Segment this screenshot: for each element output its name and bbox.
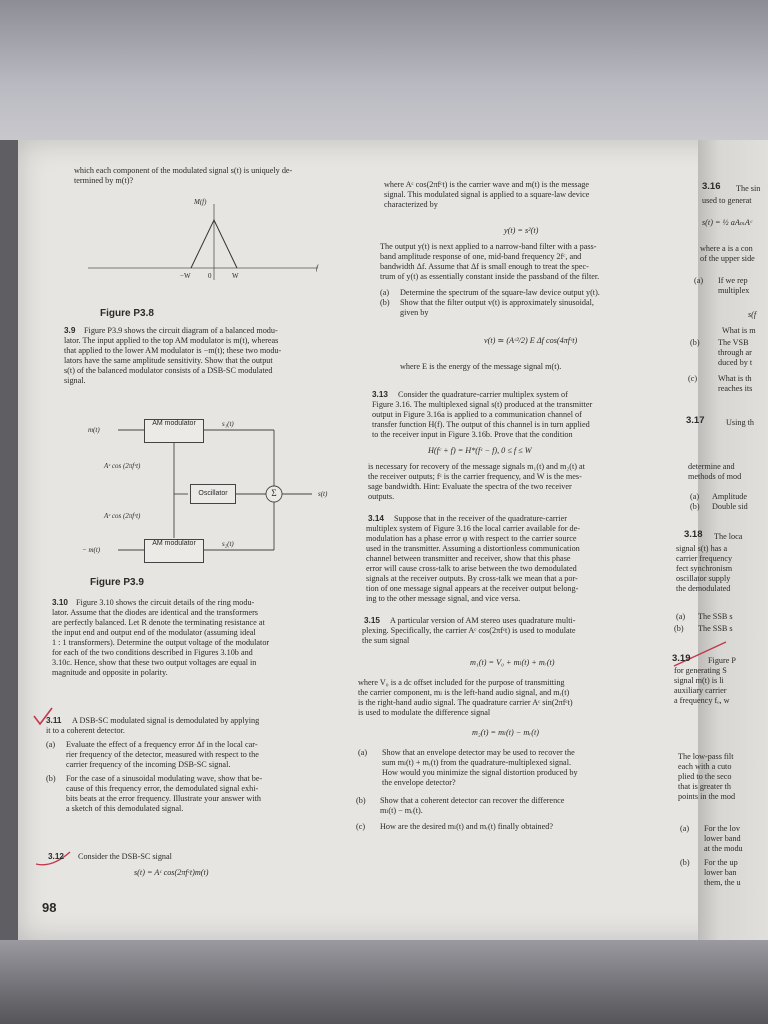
problem-3-18-line-2: signal s(t) has a	[676, 544, 728, 553]
problem-3-11-a-line-2: rier frequency of the detector, measured with respect to the	[66, 750, 259, 759]
problem-3-17-line-1: Using th	[726, 418, 754, 427]
mid-b-line-2: given by	[400, 308, 429, 317]
photo-background-top	[0, 0, 768, 140]
fig39-carrier-bottom: Aᶜ cos (2πfᶜt)	[104, 512, 141, 520]
problem-3-18-line-5: oscillator supply	[676, 574, 731, 583]
mid-b-line-1: Show that the filter output v(t) is approximately sinusoidal,	[400, 298, 594, 307]
fig39-output: s(t)	[318, 490, 328, 498]
problem-3-15-a-label: (a)	[358, 748, 368, 757]
mid-equation-filter-output: v(t) ≃ (Aᶜ²/2) E Δf cos(4πfᶜt)	[484, 336, 578, 345]
problem-3-15-b-line-1: Show that a coherent detector can recover the difference	[380, 796, 565, 805]
fig39-am-modulator-top: AM modulator	[144, 419, 204, 443]
problem-3-10-line-1: Figure 3.10 shows the circuit details of the ring modu-	[76, 598, 255, 607]
problem-3-11-a-line-3: carrier frequency of the incoming DSB-SC signal.	[66, 760, 231, 769]
problem-3-16-equation: s(t) = ½ aAₘAᶜ	[702, 218, 752, 227]
problem-3-17-b-label: (b)	[690, 502, 700, 511]
problem-3-15-b-line-2: mₗ(t) − mᵣ(t).	[380, 806, 423, 815]
problem-3-18-line-1: The loca	[714, 532, 743, 541]
fig38-tick-zero: 0	[208, 272, 212, 280]
problem-3-16-a-line-1: If we rep	[718, 276, 748, 285]
problem-3-11-line-2: it to a coherent detector.	[46, 726, 125, 735]
mid-output-line-1: The output y(t) is next applied to a narrow-band filter with a pass-	[380, 242, 597, 251]
problem-3-19-b-line-2: lower ban	[704, 868, 737, 877]
problem-3-19-line-4: auxiliary carrier	[674, 686, 727, 695]
problem-3-19-line-2: for generating S	[674, 666, 727, 675]
problem-3-9-line-5: s(t) of the balanced modulator consists of a DSB-SC modulated	[64, 366, 273, 375]
problem-3-12-equation: s(t) = Aᶜ cos(2πfᶜt)m(t)	[134, 868, 209, 877]
problem-3-13-line-9: outputs.	[368, 492, 395, 501]
problem-3-15-equation-sum: m₁(t) = V₀ + mₗ(t) + mᵣ(t)	[470, 658, 555, 667]
problem-3-15-line-3: the sum signal	[362, 636, 410, 645]
fig38-xlabel: f	[316, 264, 318, 272]
problem-3-17-methods: methods of mod	[688, 472, 742, 481]
problem-3-19-a-line-2: lower band	[704, 834, 741, 843]
mid-intro-line-3: characterized by	[384, 200, 438, 209]
problem-3-11-b-line-1: For the case of a sinusoidal modulating wave, show that be-	[66, 774, 263, 783]
problem-3-13-line-5: to the receiver input in Figure 3.16b. Prove that the condition	[372, 430, 573, 439]
mid-where-energy: where E is the energy of the message signal m(t).	[400, 362, 562, 371]
problem-3-14-number: 3.14	[368, 514, 384, 523]
problem-3-19-lp-line-4: that is greater th	[678, 782, 731, 791]
problem-3-9-number: 3.9	[64, 326, 76, 335]
problem-3-14-line-1: Suppose that in the receiver of the quadrature-carrier	[394, 514, 567, 523]
problem-3-15-a-line-1: Show that an envelope detector may be used to recover the	[382, 748, 575, 757]
problem-3-10-line-5: 1 : 1 transformers). Determine the output voltage of the modulator	[52, 638, 270, 647]
fig38-tick-w: W	[232, 272, 239, 280]
mid-equation-square-law: y(t) = s²(t)	[504, 226, 539, 235]
problem-3-18-line-4: fect synchronism	[676, 564, 733, 573]
problem-3-11-b-line-4: a sketch of this demodulated signal.	[66, 804, 184, 813]
problem-3-11-number: 3.11	[46, 716, 62, 725]
problem-3-18-b-text: The SSB s	[698, 624, 733, 633]
problem-3-13-line-2: Figure 3.16. The multiplexed signal s(t) produced at the transmitter	[372, 400, 593, 409]
problem-3-13-number: 3.13	[372, 390, 388, 399]
problem-3-19-a-label: (a)	[680, 824, 690, 833]
problem-3-12-line: Consider the DSB-SC signal	[78, 852, 172, 861]
problem-3-15-line-4: where V₀ is a dc offset included for the purpose of transmitting	[358, 678, 565, 687]
problem-3-15-a-line-3: How would you minimize the signal distortion produced by	[382, 768, 578, 777]
problem-3-15-line-2: plexing. Specifically, the carrier Aᶜ cos(2πfᶜt) is used to modulate	[362, 626, 576, 635]
problem-3-14-line-5: channel between transmitter and receiver, show that this phase	[366, 554, 571, 563]
problem-3-15-a-line-2: sum mₗ(t) + mᵣ(t) from the quadrature-multiplexed signal.	[382, 758, 572, 767]
problem-3-13-line-8: sage bandwidth. Hint: Evaluate the spectra of the two receiver	[368, 482, 572, 491]
problem-3-16-a-label: (a)	[694, 276, 704, 285]
problem-3-13-line-6: is necessary for recovery of the message signals m₁(t) and m₂(t) at	[368, 462, 585, 471]
problem-3-9-line-6: signal.	[64, 376, 86, 385]
fig39-summer: Σ	[271, 488, 277, 498]
problem-3-16-line-2: used to generat	[702, 196, 752, 205]
fig38-tick-neg-w: −W	[180, 272, 191, 280]
problem-3-19-b-label: (b)	[680, 858, 690, 867]
problem-3-15-b-label: (b)	[356, 796, 366, 805]
problem-3-18-number: 3.18	[684, 529, 703, 540]
problem-3-11-a-line-1: Evaluate the effect of a frequency error Δf in the local car-	[66, 740, 258, 749]
mid-a-label: (a)	[380, 288, 390, 297]
fig39-s1: s₁(t)	[222, 420, 234, 428]
problem-3-10-line-8: magnitude and opposite in polarity.	[52, 668, 168, 677]
problem-3-15-a-line-4: the envelope detector?	[382, 778, 456, 787]
problem-3-10-number: 3.10	[52, 598, 68, 607]
problem-3-14-line-9: ing to the other message signal, and vice versa.	[366, 594, 521, 603]
problem-3-19-b-line-1: For the up	[704, 858, 738, 867]
problem-3-13-line-7: the receiver outputs; fᶜ is the carrier frequency, and W is the mes-	[368, 472, 582, 481]
problem-3-16-line-3: where a is a con	[700, 244, 753, 253]
problem-3-16-line-1: The sin	[736, 184, 761, 193]
problem-3-10-line-4: the input end and output end of the modulator (assuming ideal	[52, 628, 256, 637]
left-intro-line-2: termined by m(t)?	[74, 176, 134, 185]
problem-3-16-what: What is m	[722, 326, 756, 335]
problem-3-16-c-line-1: What is th	[718, 374, 752, 383]
problem-3-15-number: 3.15	[364, 616, 380, 625]
mid-intro-line-2: signal. This modulated signal is applied to a square-law device	[384, 190, 590, 199]
problem-3-17-b-text: Double sid	[712, 502, 748, 511]
problem-3-17-a-text: Amplitude	[712, 492, 748, 501]
problem-3-11-line-1: A DSB-SC modulated signal is demodulated by applying	[72, 716, 260, 725]
problem-3-19-lp-line-2: each with a cuto	[678, 762, 732, 771]
problem-3-18-a-label: (a)	[676, 612, 686, 621]
mid-output-line-3: bandwidth Δf. Assume that Δf is small enough to treat the spec-	[380, 262, 589, 271]
problem-3-10-line-6: for each of the two conditions described in Figures 3.10b and	[52, 648, 253, 657]
problem-3-19-line-1: Figure P	[708, 656, 736, 665]
problem-3-18-a-text: The SSB s	[698, 612, 733, 621]
fig38-ylabel: M(f)	[194, 198, 207, 206]
problem-3-11-a-label: (a)	[46, 740, 56, 749]
problem-3-19-a-line-1: For the lov	[704, 824, 740, 833]
problem-3-19-line-3: signal m(t) is li	[674, 676, 724, 685]
problem-3-16-c-line-2: reaches its	[718, 384, 753, 393]
problem-3-16-a-line-2: multiplex	[718, 286, 750, 295]
problem-3-15-c-line: How are the desired mₗ(t) and mᵣ(t) finally obtained?	[380, 822, 554, 831]
problem-3-11-b-label: (b)	[46, 774, 56, 783]
mid-output-line-4: trum of y(t) as essentially constant inside the passband of the filter.	[380, 272, 600, 281]
problem-3-15-line-7: is used to modulate the difference signal	[358, 708, 491, 717]
fig39-input-top: m(t)	[88, 426, 100, 434]
problem-3-15-equation-diff: m₂(t) = mₗ(t) − mᵣ(t)	[472, 728, 540, 737]
mid-intro-line-1: where Aᶜ cos(2πfᶜt) is the carrier wave and m(t) is the message	[384, 180, 589, 189]
problem-3-17-number: 3.17	[686, 415, 705, 426]
problem-3-19-lp-line-1: The low-pass filt	[678, 752, 734, 761]
problem-3-16-b-label: (b)	[690, 338, 700, 347]
fig39-s2: s₂(t)	[222, 540, 234, 548]
problem-3-13-line-1: Consider the quadrature-carrier multiplex system of	[398, 390, 568, 399]
problem-3-11-b-line-3: bits beats at the error frequency. Illustrate your answer with	[66, 794, 261, 803]
problem-3-19-a-line-3: at the modu	[704, 844, 743, 853]
fig39-input-bottom: − m(t)	[82, 546, 101, 554]
problem-3-17-a-label: (a)	[690, 492, 700, 501]
problem-3-16-c-label: (c)	[688, 374, 698, 383]
problem-3-9-line-2: lator. The input applied to the top AM modulator is m(t), whereas	[64, 336, 279, 345]
problem-3-14-line-6: error will cause cross-talk to arise between the two demodulated	[366, 564, 577, 573]
problem-3-18-line-3: carrier frequency	[676, 554, 733, 563]
problem-3-13-line-4: transfer function H(f). The output of this channel is in turn applied	[372, 420, 590, 429]
photo-background-bottom	[0, 940, 768, 1024]
problem-3-14-line-7: signals at the receiver outputs. By cross-talk we mean that a por-	[366, 574, 578, 583]
fig39-oscillator: Oscillator	[190, 484, 236, 504]
problem-3-14-line-3: modulation has a phase error φ with respect to the carrier source	[366, 534, 577, 543]
problem-3-16-b-line-2: through ar	[718, 348, 752, 357]
problem-3-19-lp-line-5: points in the mod	[678, 792, 736, 801]
problem-3-15-line-5: the carrier component, mₗ is the left-hand audio signal, and mᵣ(t)	[358, 688, 570, 697]
problem-3-14-line-2: multiplex system of Figure 3.16 the local carrier available for de-	[366, 524, 580, 533]
problem-3-9-line-3: that applied to the lower AM modulator is −m(t); these two modu-	[64, 346, 282, 355]
problem-3-16-number: 3.16	[702, 181, 721, 192]
problem-3-15-c-label: (c)	[356, 822, 366, 831]
problem-3-15-line-6: is the right-hand audio signal. The quadrature carrier Aᶜ sin(2πfᶜt)	[358, 698, 573, 707]
left-intro-line-1: which each component of the modulated signal s(t) is uniquely de-	[74, 166, 293, 175]
problem-3-13-line-3: output in Figure 3.16a is applied to a communication channel of	[372, 410, 582, 419]
problem-3-16-sf: s(f	[748, 310, 757, 319]
figure-p3-8-caption: Figure P3.8	[100, 308, 154, 319]
problem-3-19-lp-line-3: plied to the seco	[678, 772, 732, 781]
mid-b-label: (b)	[380, 298, 390, 307]
problem-3-15-line-1: A particular version of AM stereo uses quadrature multi-	[390, 616, 576, 625]
fig39-carrier-top: Aᶜ cos (2πfᶜt)	[104, 462, 141, 470]
problem-3-18-b-label: (b)	[674, 624, 684, 633]
page-number: 98	[42, 900, 57, 915]
problem-3-16-line-4: of the upper side	[700, 254, 755, 263]
problem-3-14-line-4: used in the transmitter. Assuming a distortionless communication	[366, 544, 580, 553]
problem-3-9-line-1: Figure P3.9 shows the circuit diagram of a balanced modu-	[84, 326, 278, 335]
problem-3-17-determine: determine and	[688, 462, 735, 471]
figure-p3-9-caption: Figure P3.9	[90, 577, 144, 588]
problem-3-10-line-2: lator. Assume that the diodes are identical and the transformers	[52, 608, 258, 617]
mid-a-line: Determine the spectrum of the square-law device output y(t).	[400, 288, 600, 297]
mid-output-line-2: band amplitude response of one, mid-band frequency 2fᶜ, and	[380, 252, 582, 261]
problem-3-19-line-5: a frequency fₒ, w	[674, 696, 730, 705]
fig39-am-modulator-bottom: AM modulator	[144, 539, 204, 563]
problem-3-13-equation: H(fᶜ + f) = H*(fᶜ − f), 0 ≤ f ≤ W	[428, 446, 532, 455]
problem-3-16-b-line-3: duced by t	[718, 358, 753, 367]
problem-3-12-number: 3.12	[48, 852, 64, 861]
problem-3-19-number: 3.19	[672, 653, 691, 664]
problem-3-9-line-4: lators have the same amplitude sensitivity. Show that the output	[64, 356, 273, 365]
problem-3-10-line-7: 3.10c. Hence, show that these two output voltages are equal in	[52, 658, 257, 667]
problem-3-11-b-line-2: cause of this frequency error, the demodulated signal exhi-	[66, 784, 259, 793]
problem-3-18-line-6: the demodulated	[676, 584, 731, 593]
textbook-page	[18, 140, 768, 940]
problem-3-19-b-line-3: them, the u	[704, 878, 741, 887]
problem-3-16-b-line-1: The VSB	[718, 338, 749, 347]
problem-3-14-line-8: tion of one message signal appears at the receiver output belong-	[366, 584, 579, 593]
problem-3-10-line-3: are perfectly balanced. Let R denote the terminating resistance at	[52, 618, 265, 627]
